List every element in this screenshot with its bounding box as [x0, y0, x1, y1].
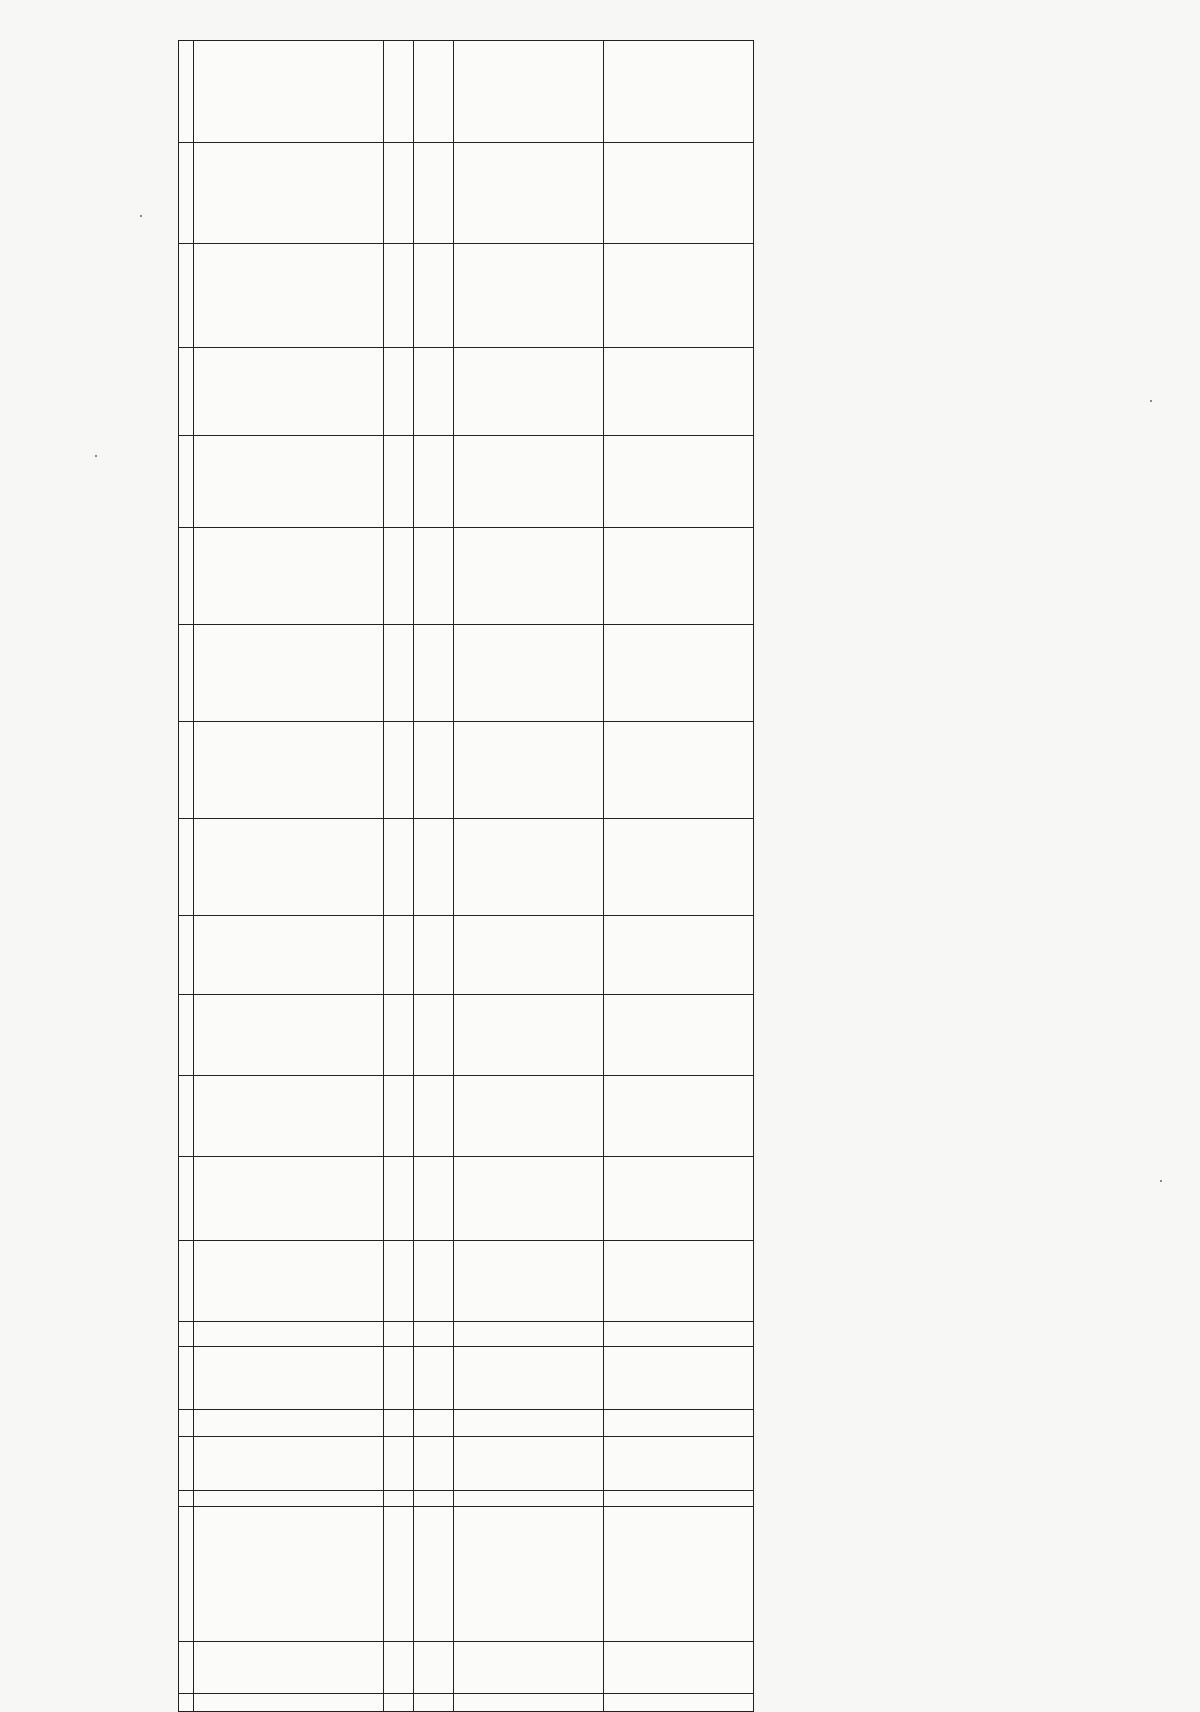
table-cell	[604, 1346, 754, 1409]
table-cell	[414, 1321, 454, 1346]
table-row	[384, 41, 414, 1712]
column-number	[179, 722, 194, 819]
table-cell	[384, 1157, 414, 1240]
table-cell	[454, 1642, 604, 1694]
table-cell	[604, 1693, 754, 1711]
table-cell	[194, 1346, 384, 1409]
table-cell	[384, 1693, 414, 1711]
table-cell	[384, 1409, 414, 1436]
table-cell	[384, 625, 414, 722]
column-number	[179, 1693, 194, 1711]
table-cell	[454, 41, 604, 143]
table-cell	[454, 435, 604, 527]
column-number	[179, 1076, 194, 1157]
table-row	[454, 41, 604, 1712]
table-cell	[414, 916, 454, 995]
column-number	[179, 142, 194, 243]
table-cell	[414, 1506, 454, 1641]
table-cell	[194, 528, 384, 625]
column-number	[179, 528, 194, 625]
column-number	[179, 625, 194, 722]
table-cell	[194, 244, 384, 348]
column-number	[179, 1157, 194, 1240]
table-cell	[194, 1321, 384, 1346]
table-cell	[414, 1240, 454, 1321]
table-cell	[384, 528, 414, 625]
table-row	[194, 41, 384, 1712]
table-cell	[604, 1491, 754, 1507]
table-cell	[414, 528, 454, 625]
column-number	[179, 244, 194, 348]
table-cell	[194, 1409, 384, 1436]
table-cell	[384, 1642, 414, 1694]
table-cell	[454, 819, 604, 916]
table-cell	[194, 435, 384, 527]
column-number	[179, 1642, 194, 1694]
column-number	[179, 916, 194, 995]
table-cell	[194, 1157, 384, 1240]
table-cell	[414, 995, 454, 1076]
table-cell	[454, 1321, 604, 1346]
table-cell	[414, 1157, 454, 1240]
table-cell	[604, 1436, 754, 1490]
table-cell	[454, 1240, 604, 1321]
column-number	[179, 1409, 194, 1436]
table-cell	[414, 244, 454, 348]
scan-speck	[140, 215, 142, 217]
table-cell	[414, 1436, 454, 1490]
scan-speck	[1150, 400, 1152, 402]
table-cell	[414, 435, 454, 527]
table-cell	[384, 1506, 414, 1641]
funding-table	[178, 40, 754, 1712]
column-number	[179, 1240, 194, 1321]
table-cell	[454, 142, 604, 243]
table-cell	[454, 347, 604, 435]
table-cell	[194, 625, 384, 722]
table-cell	[604, 1642, 754, 1694]
table-row	[604, 41, 754, 1712]
table-cell	[604, 528, 754, 625]
column-number	[179, 819, 194, 916]
table-cell	[604, 1506, 754, 1641]
table-cell	[454, 1157, 604, 1240]
table-cell	[194, 41, 384, 143]
table-cell	[194, 1693, 384, 1711]
table-cell	[454, 1506, 604, 1641]
table-cell	[194, 819, 384, 916]
table-cell	[604, 995, 754, 1076]
table-cell	[384, 244, 414, 348]
table-cell	[604, 1321, 754, 1346]
table-cell	[604, 142, 754, 243]
rotated-table-frame	[178, 40, 1078, 1712]
table-cell	[414, 347, 454, 435]
table-cell	[604, 1409, 754, 1436]
column-number	[179, 41, 194, 143]
table-cell	[604, 722, 754, 819]
table-cell	[384, 1346, 414, 1409]
table-cell	[194, 1506, 384, 1641]
column-number	[179, 1321, 194, 1346]
table-cell	[604, 819, 754, 916]
table-cell	[414, 142, 454, 243]
table-cell	[414, 819, 454, 916]
table-cell	[604, 1240, 754, 1321]
table-cell	[604, 916, 754, 995]
table-cell	[454, 625, 604, 722]
table-cell	[384, 1240, 414, 1321]
table-cell	[454, 722, 604, 819]
table-cell	[384, 347, 414, 435]
table-cell	[454, 916, 604, 995]
table-cell	[384, 142, 414, 243]
table-cell	[384, 1076, 414, 1157]
table-cell	[454, 1436, 604, 1490]
table-cell	[454, 995, 604, 1076]
table-cell	[604, 1157, 754, 1240]
table-cell	[454, 1076, 604, 1157]
table-cell	[194, 1491, 384, 1507]
table-cell	[194, 1642, 384, 1694]
table-cell	[414, 1409, 454, 1436]
scan-speck	[1160, 1180, 1162, 1182]
table-cell	[414, 1642, 454, 1694]
table-cell	[194, 1240, 384, 1321]
column-number-header	[179, 41, 194, 1712]
table-body	[194, 41, 754, 1712]
scan-speck	[95, 455, 97, 457]
table-cell	[194, 916, 384, 995]
column-number	[179, 995, 194, 1076]
table-cell	[194, 142, 384, 243]
table-cell	[454, 244, 604, 348]
table-cell	[454, 1693, 604, 1711]
table-cell	[414, 625, 454, 722]
table-cell	[604, 435, 754, 527]
table-cell	[414, 1491, 454, 1507]
table-cell	[384, 916, 414, 995]
table-cell	[454, 1346, 604, 1409]
table-cell	[384, 41, 414, 143]
table-cell	[414, 41, 454, 143]
table-cell	[604, 1076, 754, 1157]
column-number	[179, 347, 194, 435]
table-cell	[604, 244, 754, 348]
table-cell	[194, 995, 384, 1076]
table-cell	[604, 625, 754, 722]
column-number	[179, 1491, 194, 1507]
table-cell	[384, 819, 414, 916]
table-cell	[194, 347, 384, 435]
table-cell	[414, 1076, 454, 1157]
table-cell	[604, 41, 754, 143]
column-number	[179, 1506, 194, 1641]
table-row	[414, 41, 454, 1712]
table-cell	[384, 995, 414, 1076]
table-cell	[384, 1491, 414, 1507]
table-cell	[384, 435, 414, 527]
table-cell	[194, 722, 384, 819]
table-cell	[194, 1436, 384, 1490]
table-cell	[414, 1693, 454, 1711]
column-number	[179, 1436, 194, 1490]
table-cell	[604, 347, 754, 435]
table-cell	[194, 1076, 384, 1157]
table-cell	[414, 722, 454, 819]
table-cell	[454, 528, 604, 625]
table-cell	[414, 1346, 454, 1409]
table-cell	[454, 1409, 604, 1436]
column-number	[179, 435, 194, 527]
column-number	[179, 1346, 194, 1409]
table-cell	[454, 1491, 604, 1507]
table-cell	[384, 1436, 414, 1490]
table-cell	[384, 1321, 414, 1346]
table-cell	[384, 722, 414, 819]
